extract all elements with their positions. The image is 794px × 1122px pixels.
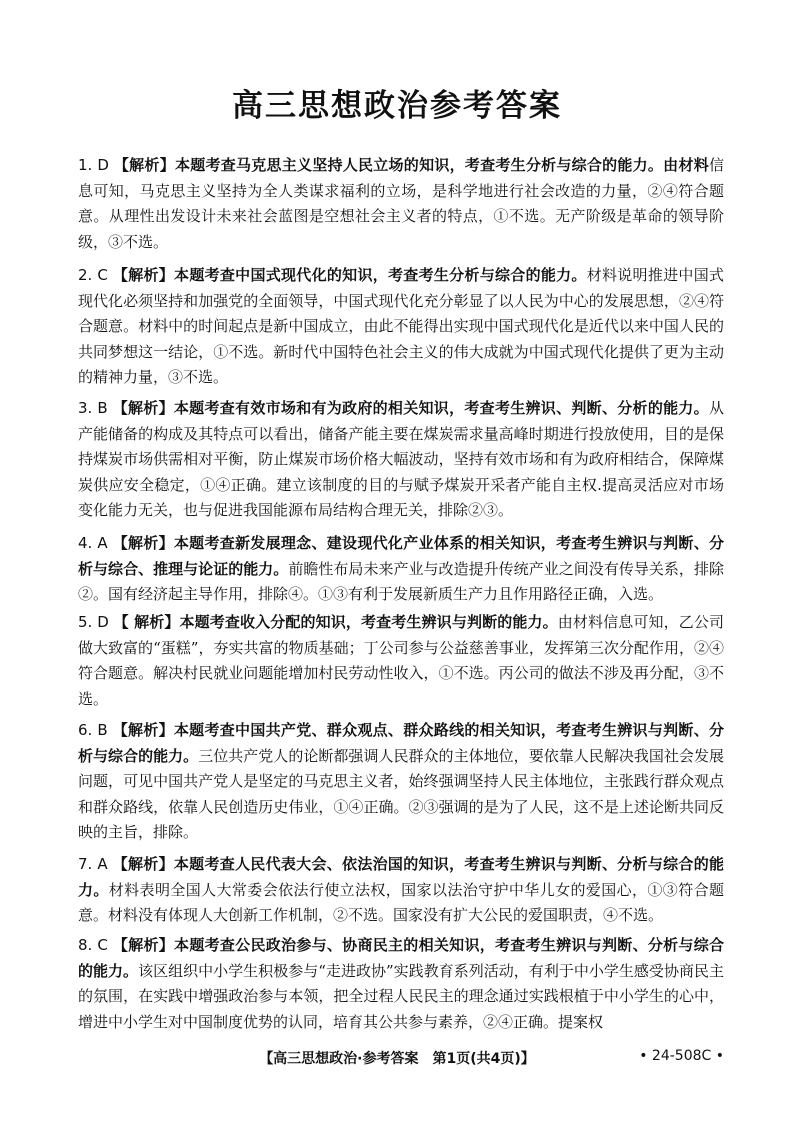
footer-page-label: 【高三思想政治·参考答案 第1页(共4页)】 [259, 1051, 535, 1067]
answer-item-3 [78, 396, 724, 524]
answer-item-8 [78, 933, 724, 1035]
analysis-body: 信息可知，马克思主义坚持为全人类谋求福利的立场，是科学地进行社会改造的力量，②④符合题意。从理性出发设计未来社会蓝图是空想社会主义者的特点，①不选。无产阶级是革命的领导阶级，③不选。 [78, 156, 724, 251]
answer-item-5 [78, 610, 724, 712]
answer-number: 6. B [78, 721, 108, 739]
answer-number: 5. D [78, 613, 109, 631]
analysis-body: 材料说明推进中国式现代化必须坚持和加强党的全面领导，中国式现代化充分彰显了以人民为中心的发展思想，②④符合题意。材料中的时间起点是新中国成立，由此不能得出实现中国式现代化是近代以来中国人民的共同梦想这一结论，①不选。新时代中国特色社会主义的伟大成就为中国式现代化提供了更为主动的精神力量，③不选。 [78, 266, 724, 386]
answer-item-6 [78, 718, 724, 846]
analysis-heading: 【解析】本题考查有效市场和有为政府的相关知识，考查考生辨识、判断、分析的能力。 [112, 399, 709, 417]
answer-item-4 [78, 531, 724, 608]
analysis-body: 该区组织中小学生积极参与“走进政协”实践教育系列活动，有利于中小学生感受协商民主的氛围，在实践中增强政治参与本领，把全过程人民民主的理念通过实践根植于中小学生的心中，增进中小学生对中国制度优势的认同，培育其公共参与素养，②④正确。提案权 [78, 961, 724, 1031]
answer-number: 4. A [78, 534, 108, 552]
answer-number: 1. D [78, 156, 109, 174]
answer-number: 3. B [78, 399, 108, 417]
analysis-heading: 【解析】本题考查中国式现代化的知识，考查考生分析与综合的能力。 [112, 266, 587, 284]
answer-item-2 [78, 263, 724, 391]
page-title: 高三思想政治参考答案 [232, 88, 562, 124]
analysis-body: 从产能储备的构成及其特点可以看出，储备产能主要在煤炭需求量高峰时期进行投放使用，目的是保持煤炭市场供需相对平衡，防止煤炭市场价格大幅波动，坚持有效市场和有为政府相结合，保障煤炭供应安全稳定，①④正确。建立该制度的目的与赋予煤炭开采者产能自主权.提高灵活应对市场变化能力无关，也与促进我国能源布局结构合理无关，排除②③。 [78, 399, 724, 519]
analysis-heading: 【解析】本题考查中国共产党、群众观点、群众路线的相关知识，考查考生辨识与判断、分析与综合的能力。 [78, 721, 724, 765]
answer-item-7 [78, 852, 724, 929]
analysis-body: 由材料信息可知，乙公司做大致富的“蛋糕”，夯实共富的物质基础；丁公司参与公益慈善事业，发挥第三次分配作用，②④符合题意。解决村民就业问题能增加村民劳动性收入，①不选。丙公司的做法不涉及再分配，③不选。 [78, 613, 724, 708]
analysis-heading: 【解析】本题考查公民政治参与、协商民主的相关知识，考查考生辨识与判断、分析与综合的能力。 [78, 936, 724, 980]
analysis-heading: 【 解析】本题考查收入分配的知识，考查考生辨识与判断的能力。 [113, 613, 558, 631]
analysis-body: 三位共产党人的论断都强调人民群众的主体地位，要依靠人民解决我国社会发展问题，可见中国共产党人是坚定的马克思主义者，始终强调坚持人民主体地位，主张践行群众观点和群众路线，依靠人民创造历史伟业，①④正确。②③强调的是为了人民，这不是上述论断共同反映的主旨，排除。 [78, 746, 724, 841]
analysis-heading: 【解析】本题考查马克思主义坚持人民立场的知识，考查考生分析与综合的能力。由材料 [113, 156, 709, 174]
analysis-heading: 【解析】本题考查人民代表大会、依法治国的知识，考查考生辨识与判断、分析与综合的能力。 [78, 855, 724, 899]
analysis-body: 前瞻性布局未来产业与改造提升传统产业之间没有传导关系，排除②。国有经济起主导作用，排除④。①③有利于发展新质生产力且作用路径正确，入选。 [78, 559, 724, 603]
answer-number: 8. C [78, 936, 108, 954]
analysis-body: 材料表明全国人大常委会依法行使立法权，国家以法治守护中华儿女的爱国心，①③符合题意。材料没有体现人大创新工作机制，②不选。国家没有扩大公民的爱国职责，④不选。 [78, 880, 724, 924]
answer-number: 2. C [78, 266, 108, 284]
analysis-heading: 【解析】本题考查新发展理念、建设现代化产业体系的相关知识，考查考生辨识与判断、分析与综合、推理与论证的能力。 [78, 534, 724, 578]
footer-exam-code: • 24-508C • [639, 1048, 724, 1064]
answer-number: 7. A [78, 855, 108, 873]
answer-item-1 [78, 153, 724, 255]
